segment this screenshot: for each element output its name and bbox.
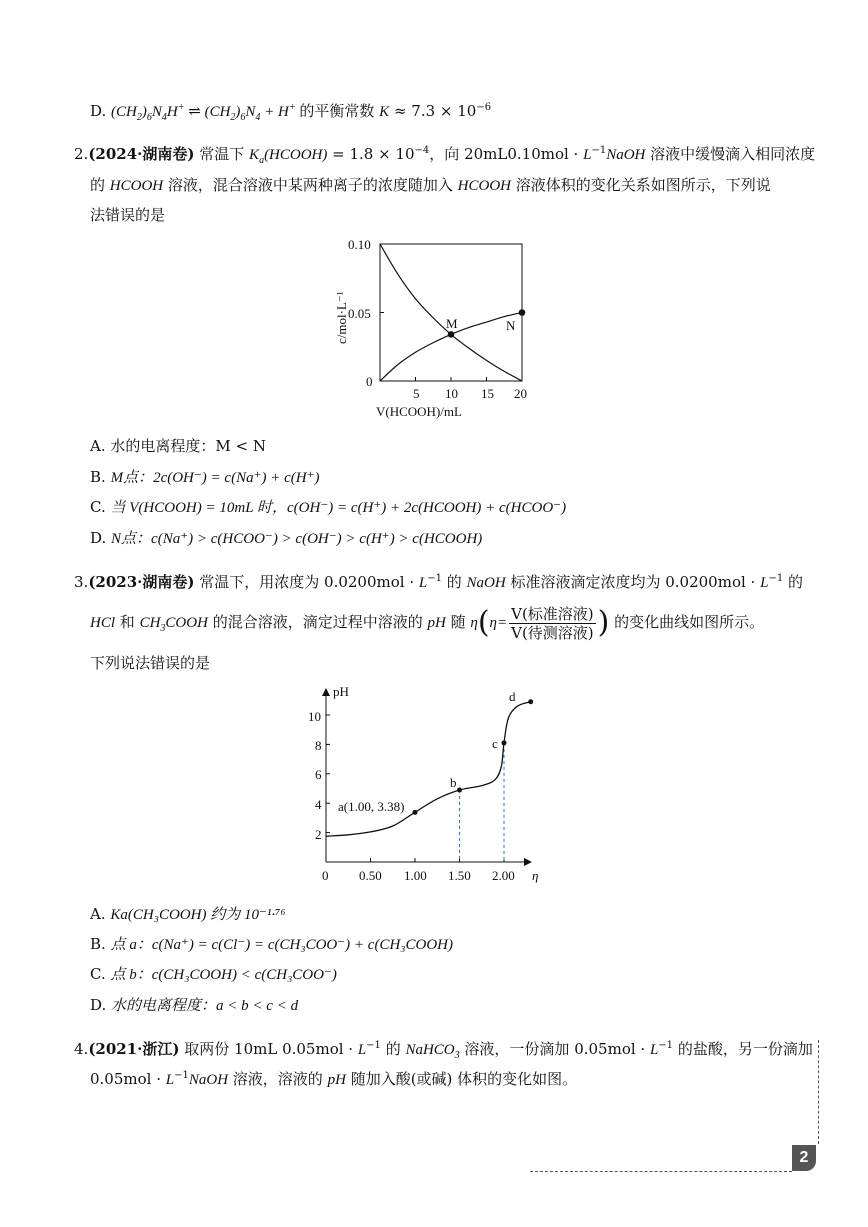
chart-2-xlabel: η <box>532 868 539 883</box>
q2-option-b: B. M点：2c(OH⁻) = c(Na⁺) + c(H⁺) <box>90 468 320 486</box>
chart-1-ytick-1: 0.05 <box>348 306 371 321</box>
q3-line-2: HCl 和 $CH_3COOH$ 的混合溶液，滴定过程中溶液的 pH 随 η(η= $\frac{\text{V(标准溶液)}}{\text{V(待测溶液)}}$ ) 的变化曲线如图所示。 <box>90 604 765 642</box>
chart-2-ylabel: pH <box>333 684 349 699</box>
chart-2-ytick-0: 10 <box>308 709 321 724</box>
chart-1-xtick-2: 15 <box>481 386 494 401</box>
chart-2-label-b: b <box>450 775 457 790</box>
chart-1-xtick-3: 20 <box>514 386 527 401</box>
q1-option-d: D. $(CH_2)_6N_4H^+$ ⇌ $(CH_2)_6N_4 + H^+$ 的平衡常数 $K \approx 7.3 \times 10^{-6}$ <box>90 102 492 123</box>
chart-2-xtick-4: 2.00 <box>492 868 515 883</box>
q2-line-3: 法错误的是 <box>90 206 166 224</box>
q3-option-d: D. 水的电离程度：a < b < c < d <box>90 996 299 1014</box>
chart-2-label-c: c <box>492 736 498 751</box>
chart-2 <box>300 682 550 887</box>
chart-2-point-b <box>457 787 462 792</box>
q2-option-d: D. N点：c(Na⁺) > c(HCOO⁻) > c(OH⁻) > c(H⁺) > c(HCOOH) <box>90 529 483 547</box>
chart-1-series-0 <box>380 244 522 381</box>
q3-option-a: A. Ka(CH₃COOH) 约为 10⁻¹·⁷⁶ <box>90 905 286 923</box>
q4-line-1: 4.(2021·浙江) 取两份 10mL $0.05mol \cdot L^{-1}$ 的 NaHCO$_3$ 溶液，一份滴加 $0.05mol \cdot L^{-1}$ 的盐酸，另一份滴加 <box>74 1040 813 1061</box>
chart-1 <box>320 232 540 422</box>
page-border-dashed-vertical <box>818 1040 819 1144</box>
q3-line-3: 下列说法错误的是 <box>90 654 211 672</box>
chart-2-xtick-3: 1.50 <box>448 868 471 883</box>
chart-1-point-n <box>519 309 526 316</box>
chart-1-ytick-0: 0.10 <box>348 237 371 252</box>
q3-line-1: 3.(2023·湖南卷) 常温下，用浓度为 $0.0200mol \cdot L^{-1}$ 的 NaOH 标准溶液滴定浓度均为 $0.0200mol \cdot L^{-1}$ 的 <box>74 573 803 591</box>
chart-1-point-m <box>448 331 455 338</box>
q2-option-c: C. 当 V(HCOOH) = 10mL 时，c(OH⁻) = c(H⁺) + 2c(HCOOH) + c(HCOO⁻) <box>90 498 567 516</box>
q2-option-a: A. 水的电离程度：M < N <box>90 437 266 455</box>
chart-2-series-0 <box>326 702 531 837</box>
q3-option-c: C. 点 b：c(CH₃COOH) < c(CH₃COO⁻) <box>90 965 337 983</box>
chart-2-label-a: a(1.00, 3.38) <box>338 799 405 814</box>
chart-2-label-d: d <box>509 689 516 704</box>
page-number: 2 <box>792 1145 816 1171</box>
chart-2-xtick-2: 1.00 <box>404 868 427 883</box>
chart-2-ytick-4: 2 <box>315 827 322 842</box>
chart-2-xtick-0: 0 <box>322 868 329 883</box>
chart-2-point-c <box>502 740 507 745</box>
chart-1-xtick-1: 10 <box>445 386 458 401</box>
chart-2-xtick-1: 0.50 <box>359 868 382 883</box>
chart-1-frame <box>380 244 522 381</box>
chart-1-ytick-2: 0 <box>366 374 373 389</box>
q4-line-2: $0.05mol \cdot L^{-1}NaOH$ 溶液，溶液的 pH 随加入酸(或碱) 体积的变化如图。 <box>90 1070 578 1088</box>
chart-1-label-n: N <box>506 318 516 333</box>
chart-1-xtick-0: 5 <box>413 386 420 401</box>
q2-line-2: 的 HCOOH 溶液，混合溶液中某两种离子的浓度随加入 HCOOH 溶液体积的变化关系如图所示，下列说 <box>90 176 771 194</box>
q3-option-b: B. 点 a：c(Na⁺) = c(Cl⁻) = c(CH₃COO⁻) + c(CH₃COOH) <box>90 935 453 953</box>
chart-2-point-a <box>413 810 418 815</box>
chart-1-label-m: M <box>446 316 458 331</box>
page-border-dashed-horizontal <box>530 1171 792 1172</box>
chart-2-ytick-1: 8 <box>315 738 322 753</box>
chart-1-xlabel: V(HCOOH)/mL <box>376 404 462 419</box>
chart-2-ytick-3: 4 <box>315 797 322 812</box>
chart-2-ytick-2: 6 <box>315 767 322 782</box>
q2-line-1: 2.(2024·湖南卷) 常温下 $K_a(HCOOH) = 1.8 \times 10^{-4}$，向 $20mL0.10mol \cdot L^{-1}NaOH$ 溶液中缓慢滴入相同浓度 <box>74 145 816 166</box>
chart-2-point-d <box>528 699 533 704</box>
chart-1-ylabel: c/mol·L⁻¹ <box>334 291 349 344</box>
